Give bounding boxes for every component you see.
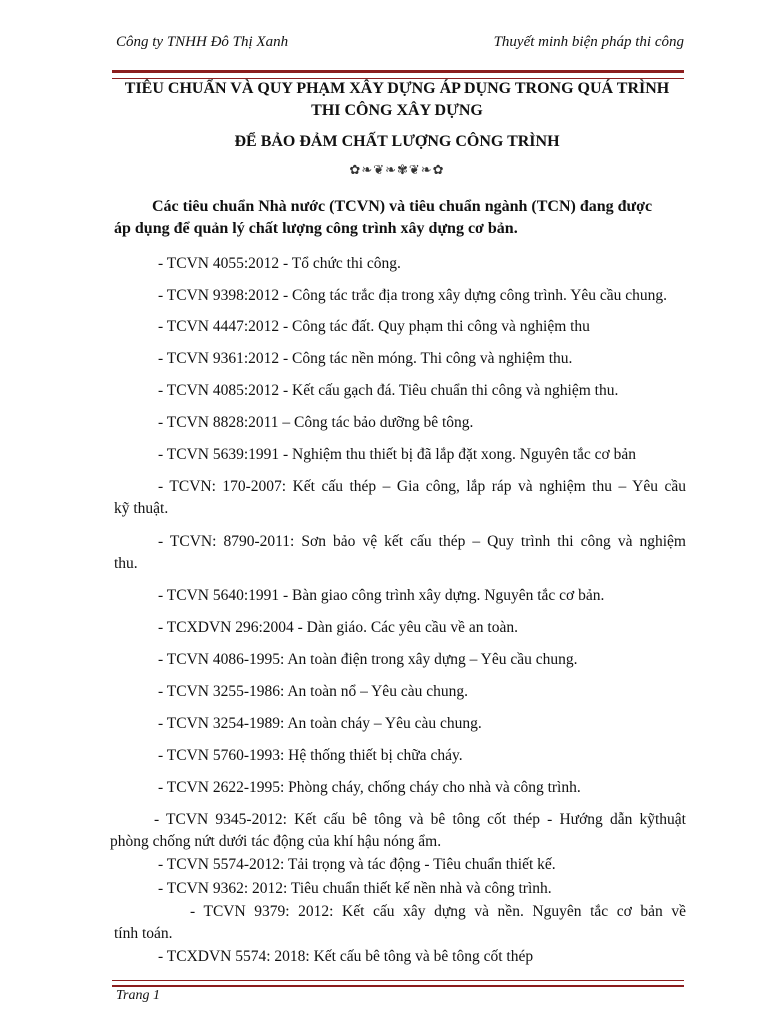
standard-text: - TCVN 4055:2012 - Tổ chức thi công. <box>158 255 401 272</box>
standard-text: - TCVN 9361:2012 - Công tác nền móng. Thi công và nghiệm thu. <box>158 350 573 367</box>
standard-item <box>114 878 686 900</box>
standard-text: - TCVN 3254-1989: An toàn cháy – Yêu càu chung. <box>158 715 482 732</box>
standard-text-continued: tính toán. <box>114 925 173 942</box>
standard-text: - TCVN 3255-1986: An toàn nổ – Yêu càu chung. <box>158 683 468 700</box>
heading-line-1: TIÊU CHUẨN VÀ QUY PHẠM XÂY DỰNG ÁP DỤNG TRONG QUÁ TRÌNH <box>124 80 670 97</box>
standard-text: - TCVN 8828:2011 – Công tác bảo dưỡng bê tông. <box>158 414 474 431</box>
heading-line-2: THI CÔNG XÂY DỰNG <box>311 102 483 119</box>
standard-item <box>114 285 686 307</box>
standard-item <box>114 681 686 703</box>
standard-text: - TCVN 5574-2012: Tải trọng và tác động - Tiêu chuẩn thiết kế. <box>158 856 556 873</box>
standard-item <box>110 809 686 853</box>
main-heading <box>110 78 684 122</box>
standard-item <box>114 444 686 466</box>
standard-text-continued: phòng chống nứt dưới tác động của khí hậu nóng ẩm. <box>110 833 442 850</box>
page-header <box>116 34 684 51</box>
standard-item <box>114 901 686 945</box>
standard-text: - TCVN 9345-2012: Kết cấu bê tông và bê tông cốt thép - Hướng dẫn kỹthuật <box>154 811 686 828</box>
standard-text: - TCVN: 170-2007: Kết cấu thép – Gia công, lắp ráp và nghiệm thu – Yêu cầu <box>158 478 686 495</box>
standard-item <box>114 946 686 968</box>
standard-text: - TCVN 5639:1991 - Nghiệm thu thiết bị đã lắp đặt xong. Nguyên tắc cơ bản <box>158 446 636 463</box>
standard-text-continued: kỹ thuật. <box>114 500 169 517</box>
standard-text: - TCVN 4086-1995: An toàn điện trong xây dựng – Yêu cầu chung. <box>158 651 578 668</box>
standard-item <box>114 476 686 520</box>
standard-text-continued: thu. <box>114 555 138 572</box>
standard-item <box>114 745 686 767</box>
standard-text: - TCVN 4447:2012 - Công tác đất. Quy phạm thi công và nghiệm thu <box>158 318 590 335</box>
standard-item <box>114 713 686 735</box>
standard-item <box>114 649 686 671</box>
page-number: Trang 1 <box>116 988 160 1003</box>
standard-item <box>114 380 686 402</box>
standard-text: - TCXDVN 5574: 2018: Kết cấu bê tông và bê tông cốt thép <box>158 948 534 965</box>
intro-line-1: Các tiêu chuẩn Nhà nước (TCVN) và tiêu chuẩn ngành (TCN) đang được <box>152 198 653 215</box>
standard-item <box>114 412 686 434</box>
standard-item <box>114 617 686 639</box>
standard-text: - TCVN 9379: 2012: Kết cấu xây dựng và nền. Nguyên tắc cơ bản về <box>190 903 686 920</box>
standard-item <box>114 316 686 338</box>
standard-text: - TCVN 9362: 2012: Tiêu chuẩn thiết kế nền nhà và công trình. <box>158 880 552 897</box>
standard-text: - TCVN 5640:1991 - Bàn giao công trình xây dựng. Nguyên tắc cơ bản. <box>158 587 605 604</box>
standard-item <box>114 253 686 275</box>
standard-text: - TCVN: 8790-2011: Sơn bảo vệ kết cấu thép – Quy trình thi công và nghiệm <box>158 533 686 550</box>
standard-item <box>114 854 686 876</box>
document-title: Thuyết minh biện pháp thi công <box>493 34 684 50</box>
company-name: Công ty TNHH Đô Thị Xanh <box>116 34 289 50</box>
standard-item <box>114 777 686 799</box>
standard-text: - TCVN 5760-1993: Hệ thống thiết bị chữa cháy. <box>158 747 463 764</box>
standard-item <box>114 348 686 370</box>
intro-paragraph <box>114 196 684 240</box>
standard-text: - TCXDVN 296:2004 - Dàn giáo. Các yêu cầu về an toàn. <box>158 619 518 636</box>
standard-text: - TCVN 9398:2012 - Công tác trắc địa trong xây dựng công trình. Yêu cầu chung. <box>158 287 668 304</box>
standard-item <box>114 531 686 575</box>
standard-text: - TCVN 4085:2012 - Kết cấu gạch đá. Tiêu chuẩn thi công và nghiệm thu. <box>158 382 619 399</box>
intro-line-2: áp dụng để quản lý chất lượng công trình xây dựng cơ bản. <box>114 220 518 237</box>
standard-item <box>114 585 686 607</box>
standard-text: - TCVN 2622-1995: Phòng cháy, chống cháy cho nhà và công trình. <box>158 779 581 796</box>
footer-divider <box>112 980 684 987</box>
sub-heading: ĐỂ BẢO ĐẢM CHẤT LƯỢNG CÔNG TRÌNH <box>234 133 560 150</box>
ornament-divider-icon: ✿❧❦❧✾❦❧✿ <box>349 162 445 177</box>
